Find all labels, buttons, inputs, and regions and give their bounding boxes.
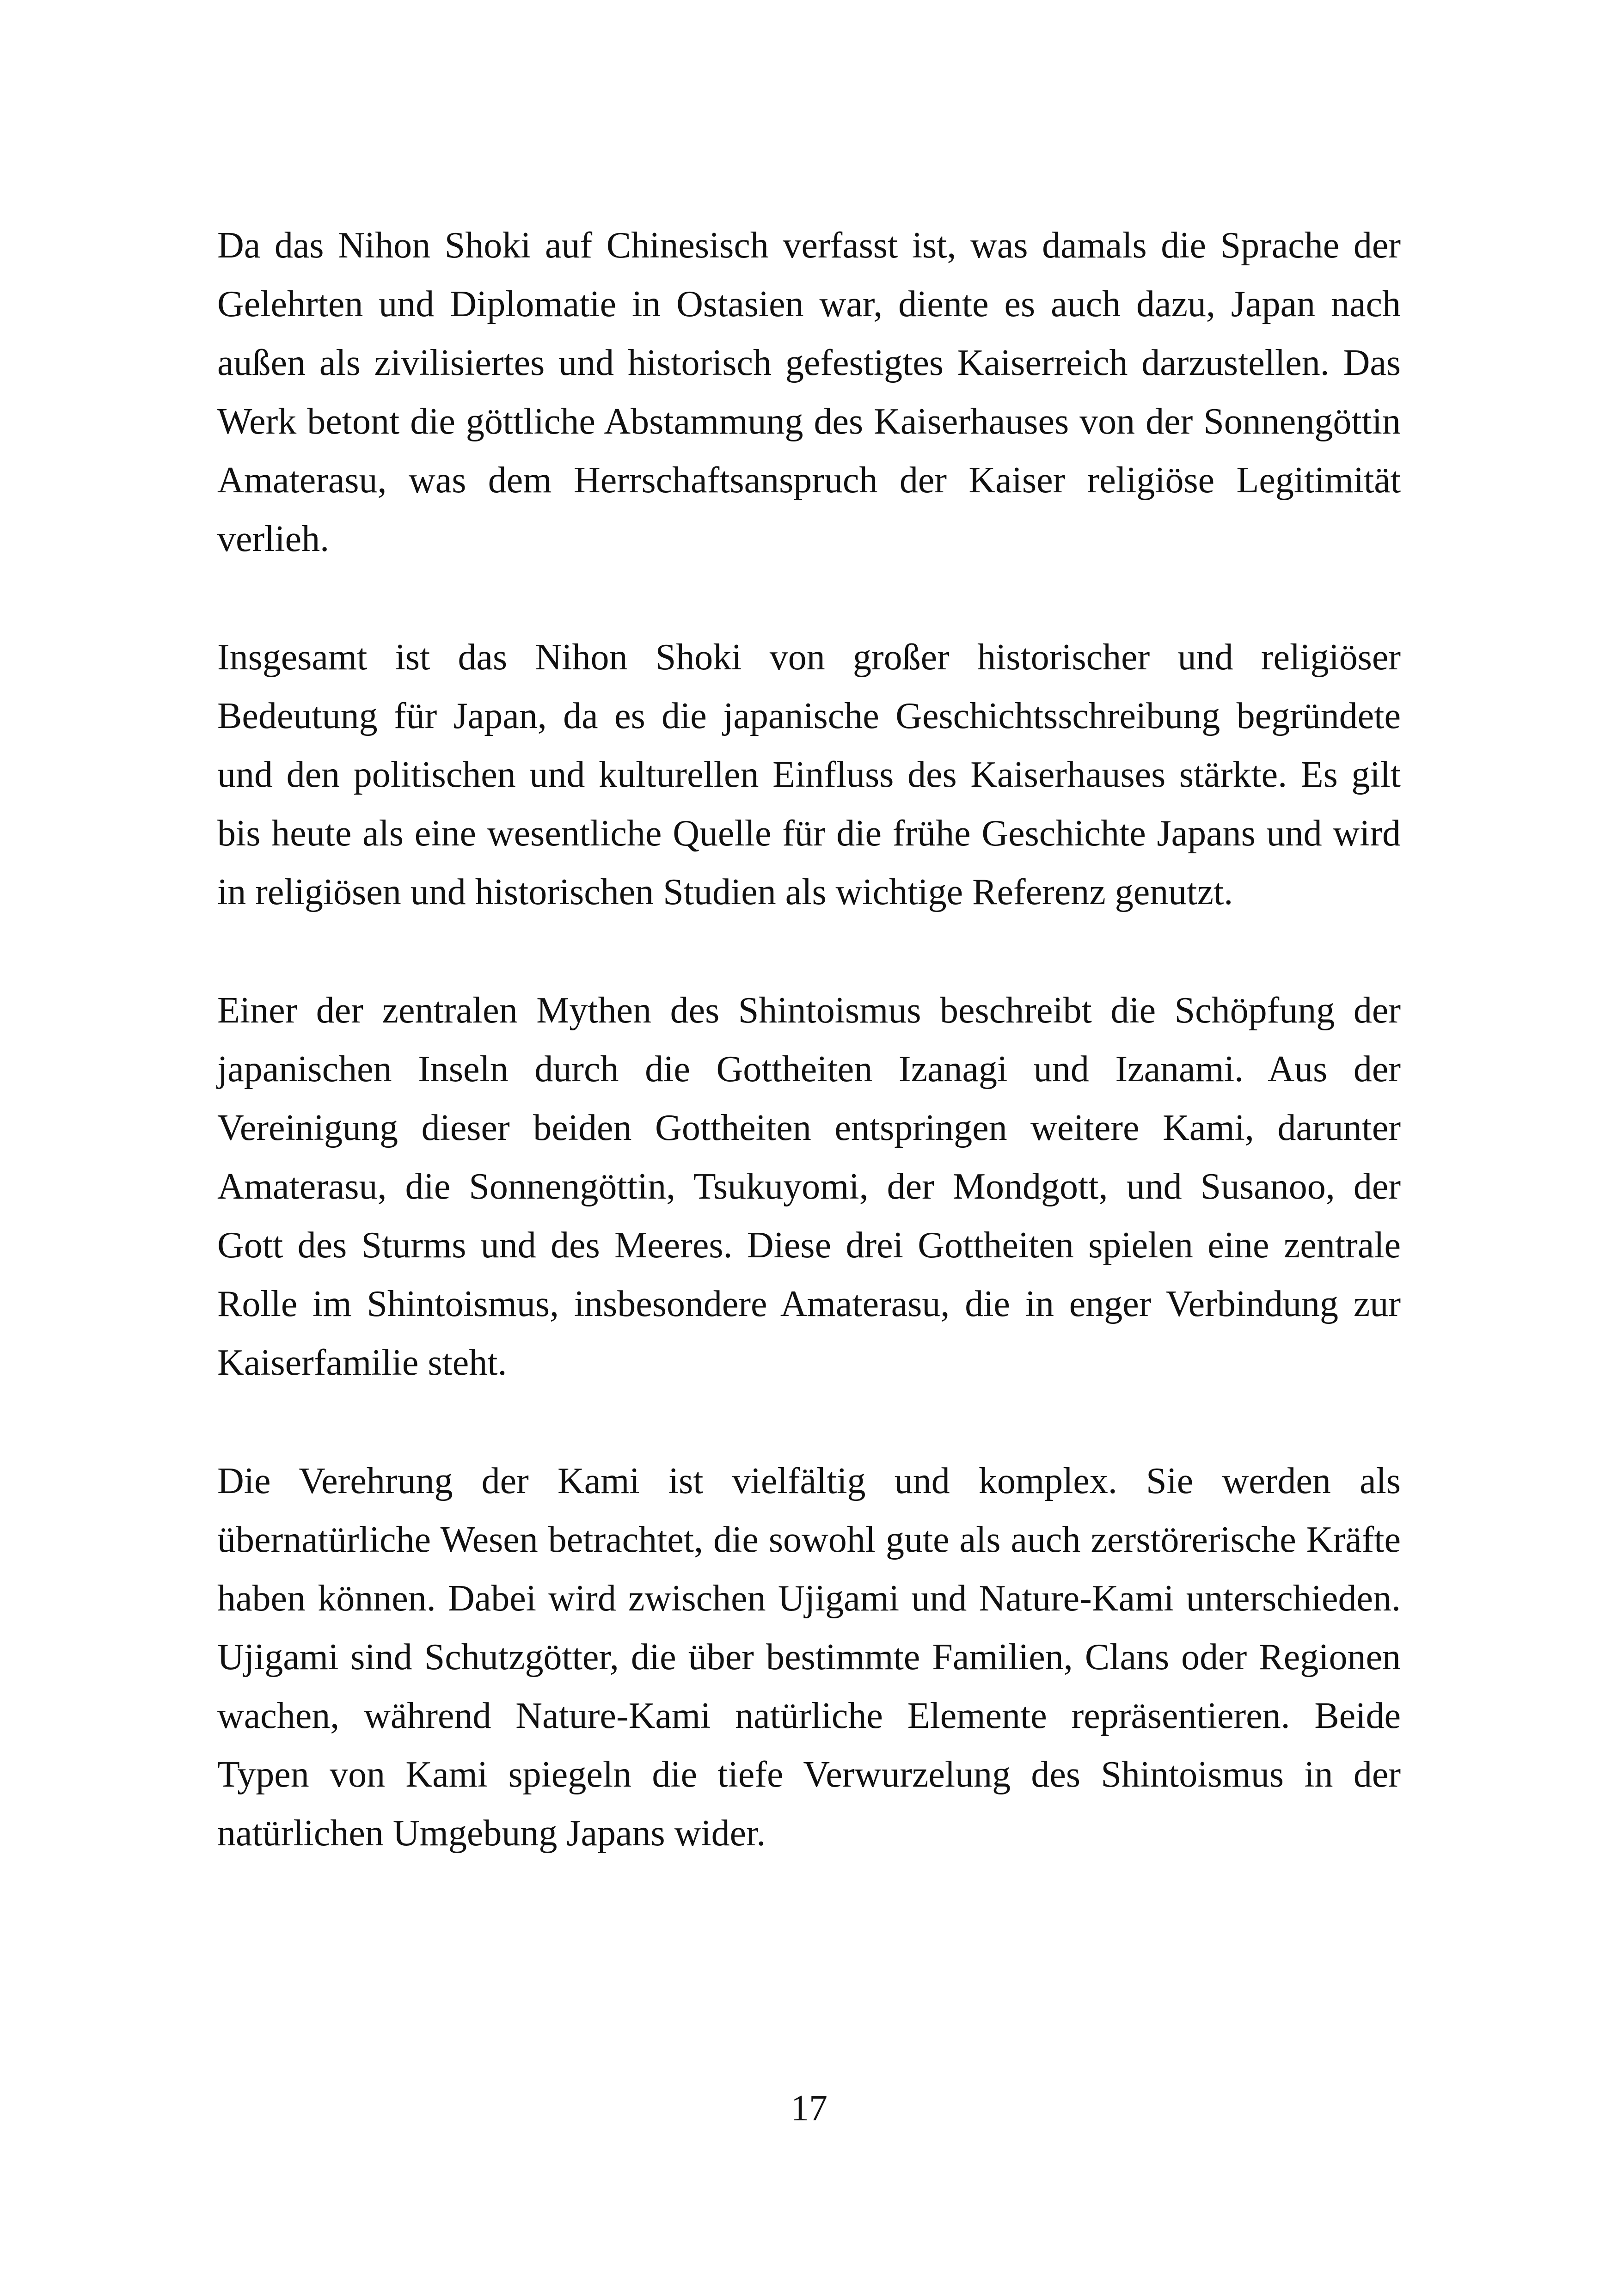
body-text [217,216,1401,1863]
paragraph-nihon-shoki-language: Da das Nihon Shoki auf Chinesisch verfasst ist, was damals die Sprache der Gelehrten und Diplomatie in Ostasien war, diente es auch dazu, Japan nach außen als zivilisiertes und historisch gefestigtes Kaiserreich darzustellen. Das Werk betont die göttliche Abstammung des Kaiserhauses von der Sonnengöttin Amaterasu, was dem Herrschaftsanspruch der Kaiser religiöse Legitimität verlieh. [217,225,1401,559]
paragraph-nihon-shoki-significance: Insgesamt ist das Nihon Shoki von großer historischer und religiöser Bedeutung für Japan, da es die japanische Geschichtsschreibung begründete und den politischen und kulturellen Einfluss des Kaiserhauses stärkte. Es gilt bis heute als eine wesentliche Quelle für die frühe Geschichte Japans und wird in religiösen und historischen Studien als wichtige Referenz genutzt. [217,637,1401,912]
page-number: 17 [791,2088,827,2129]
paragraph-kami-worship: Die Verehrung der Kami ist vielfältig und komplex. Sie werden als übernatürliche Wesen betrachtet, die sowohl gute als auch zerstörerische Kräfte haben können. Dabei wird zwischen Ujigami und Nature-Kami unterschieden. Ujigami sind Schutzgötter, die über bestimmte Familien, Clans oder Regionen wachen, während Nature-Kami natürliche Elemente repräsentieren. Beide Typen von Kami spiegeln die tiefe Verwurzelung des Shintoismus in der natürlichen Umgebung Japans wider. [217,1461,1401,1854]
paragraph-creation-myth: Einer der zentralen Mythen des Shintoismus beschreibt die Schöpfung der japanischen Inseln durch die Gottheiten Izanagi und Izanami. Aus der Vereinigung dieser beiden Gottheiten entspringen weitere Kami, darunter Amaterasu, die Sonnengöttin, Tsukuyomi, der Mondgott, und Susanoo, der Gott des Sturms und des Meeres. Diese drei Gottheiten spielen eine zentrale Rolle im Shintoismus, insbesondere Amaterasu, die in enger Verbindung zur Kaiserfamilie steht. [217,990,1401,1383]
